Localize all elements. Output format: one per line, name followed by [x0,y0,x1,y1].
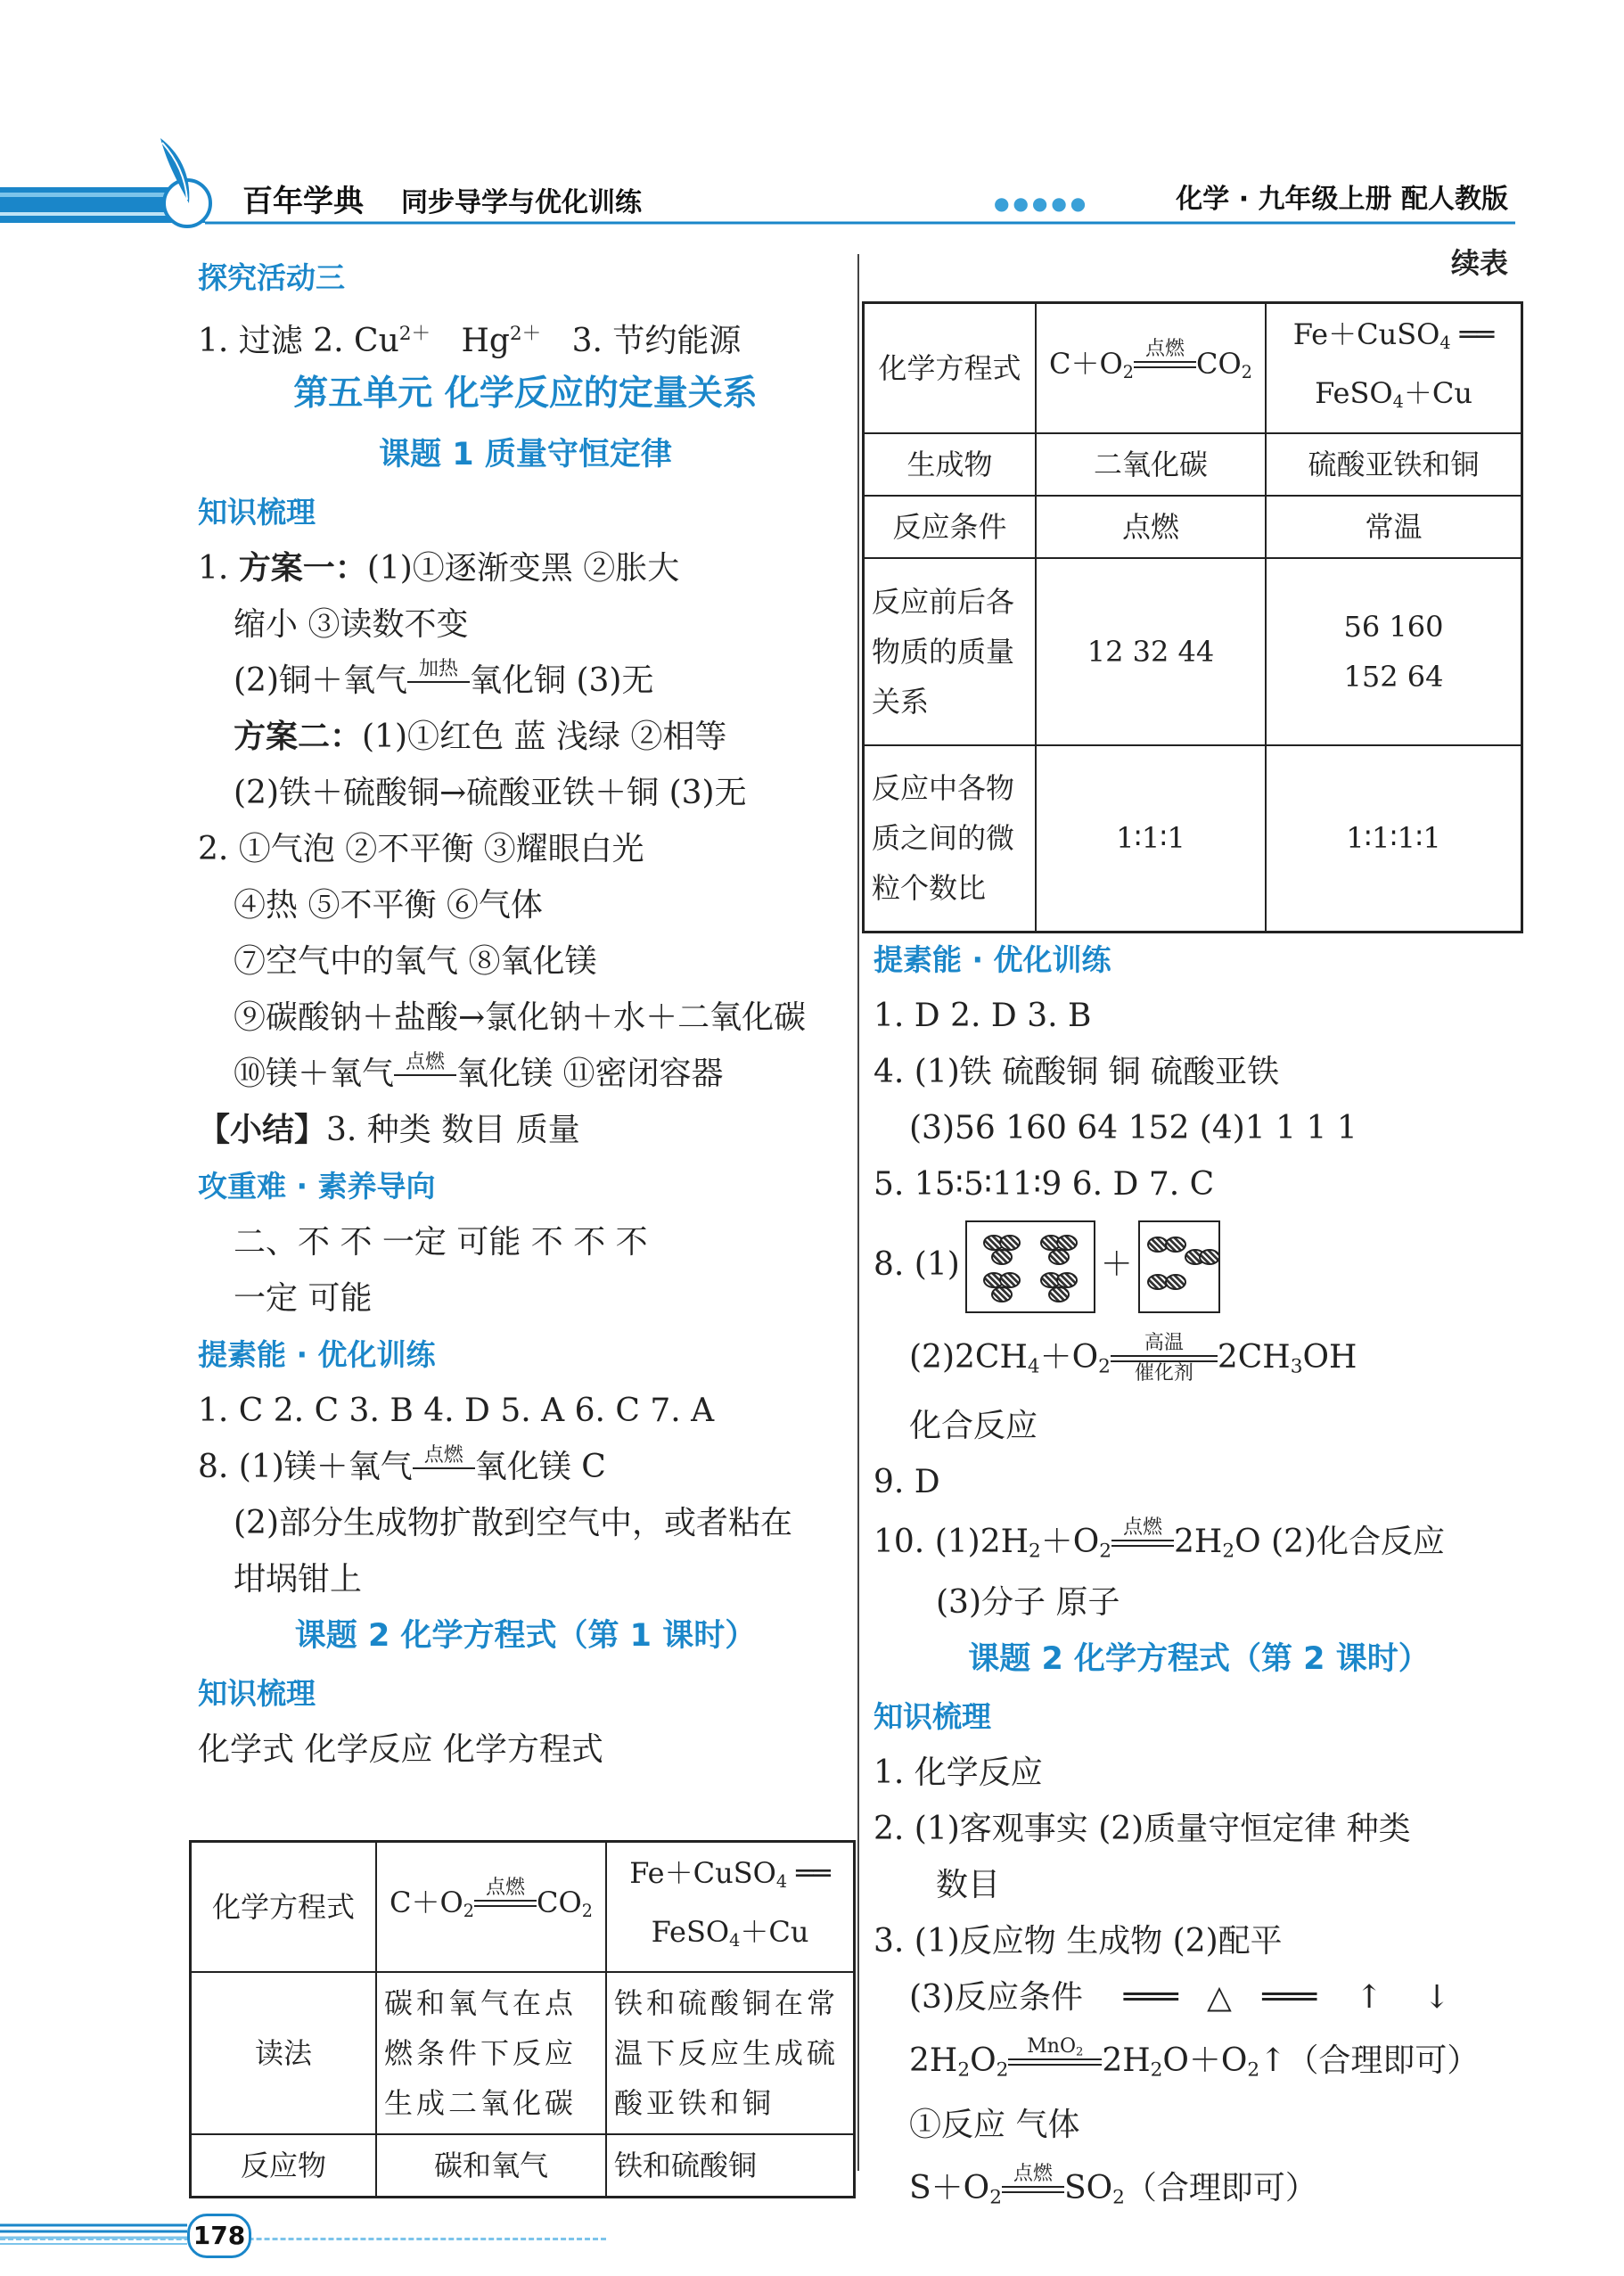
section-heading: 提素能 · 优化训练 [874,942,1111,977]
table-row [864,496,1522,558]
brand-subtitle: 同步导学与优化训练 [401,187,642,218]
reaction-arrow: 点燃 [1134,340,1196,391]
table-cell: Fe＋CuSO$_4$ ══ FeSO$_4$＋Cu [606,1842,855,1972]
equation-table [189,1840,856,2198]
table-header-cell: 反应条件 [864,496,1037,558]
table-cell: Fe＋CuSO$_4$ ══ FeSO$_4$＋Cu [1266,303,1522,433]
molecule-box-methane [965,1220,1095,1313]
table-cell: $C+O_2$ 点燃 $CO_2$ [1036,303,1266,433]
answer-line: ①反应 气体 [909,2107,1080,2143]
equation-line: $(2)2CH_4+O_2$ 高温 催化剂 $2CH_3OH$ [909,1332,1357,1384]
right-column [874,932,1524,2224]
answer-line: 5. 15∶5∶11∶9 6. D 7. C [874,1166,1215,1203]
diagram-line: 8. (1) ＋ [874,1212,1524,1318]
table-cell: 铁和硫酸铜 [606,2134,855,2198]
table-cell: 常温 [1266,496,1522,558]
table-cell: 点燃 [1036,496,1266,558]
section-heading: 提素能 · 优化训练 [198,1337,436,1372]
answer-line: (2)部分生成物扩散到空气中，或者粘在 [234,1505,792,1541]
section-heading: 知识梳理 [198,1676,316,1711]
answer-line: 2. ①气泡 ②不平衡 ③耀眼白光 [198,831,644,867]
answer-line: 一定 可能 [234,1280,373,1317]
section-heading: 探究活动三 [198,260,345,295]
topic-title: 课题 2 化学方程式（第 2 课时） [968,1641,1430,1677]
section-heading: 知识梳理 [874,1699,991,1734]
table-cell: 56 160 152 64 [1266,558,1522,745]
answer-line: 3. (1)反应物 生成物 (2)配平 [874,1923,1283,1960]
reaction-arrow: 点燃 [1002,2165,1064,2216]
answer-line: (3)分子 原子 [936,1584,1120,1621]
answer-line: 化合反应 [909,1408,1038,1444]
continued-table-label: 续表 [1450,246,1508,280]
table-row [191,2134,855,2198]
equation-line: ⑩镁＋氧气 点燃 氧化镁 ⑪密闭容器 [198,1046,853,1102]
answer-line: 方案二：(1)①红色 蓝 浅绿 ②相等 [234,719,727,755]
unit-title: 第五单元 化学反应的定量关系 [293,374,758,414]
table-cell: 1∶1∶1∶1 [1266,745,1522,933]
answer-line: 数目 [936,1867,1001,1903]
answer-line: 坩埚钳上 [234,1561,363,1598]
table-cell: 硫酸亚铁和铜 [1266,433,1522,496]
equation-line: $2H_2O_2$ MnO$_2$ $2H_2O+O_2↑$（合理即可） [874,2025,1524,2097]
equation-line: 10. $(1)2H_2+O_2$ 点燃 $2H_2O$ (2)化合反应 [874,1510,1524,1574]
molecule-box-oxygen [1138,1220,1220,1313]
topic-title: 课题 2 化学方程式（第 1 课时） [294,1618,757,1654]
table-header-cell: 反应前后各物质的质量关系 [864,558,1037,745]
table-row [191,1972,855,2134]
table-header-cell: 反应物 [191,2134,377,2198]
table-cell: 铁和硫酸铜在常温下反应生成硫酸亚铁和铜 [606,1972,855,2134]
table-cell: 碳和氧气 [376,2134,606,2198]
answer-line: 1. 过滤 2. $Cu^{2+}$ $Hg^{2+}$ 3. 节约能源 [198,322,742,359]
reaction-arrow: 加热 [407,660,470,706]
symbols-line: (3)反应条件 ═══ △ ═══ ↑ ↓ [909,1979,1451,2016]
footer-dashed-line [0,2238,606,2240]
reaction-arrow: 点燃 [1111,1518,1174,1570]
table-cell: 12 32 44 [1036,558,1266,745]
left-column [198,250,853,1778]
answer-line: 化学式 化学反应 化学方程式 [198,1731,603,1768]
equation-line: (2)铜＋氧气 加热 氧化铜 (3)无 [198,653,853,709]
equation-table-continued [862,301,1523,933]
brand-title: 百年学典 [242,184,364,219]
answer-line: ⑨碳酸钠＋盐酸→氯化钠＋水＋二氧化碳 [234,999,807,1036]
reaction-arrow: MnO$_2$ [1008,2037,1102,2089]
header-dots: ●●●●● [994,193,1090,214]
book-info: 化学 · 九年级上册 配人教版 [1176,184,1508,215]
reaction-arrow: 点燃 [413,1446,475,1492]
answer-line: (3)56 160 64 152 (4)1 1 1 1 [909,1110,1357,1146]
table-header-cell: 读法 [191,1972,377,2134]
topic-title: 课题 1 质量守恒定律 [379,437,672,472]
reaction-arrow: 点燃 [394,1053,456,1099]
table-header-cell: 化学方程式 [864,303,1037,433]
answer-line: 1. 化学反应 [874,1754,1043,1791]
table-row [864,303,1522,433]
answer-line: 4. (1)铁 硫酸铜 铜 硫酸亚铁 [874,1054,1280,1090]
page-number: 178 [187,2214,251,2258]
answer-line: 1. D 2. D 3. B [874,998,1092,1034]
answer-line: 2. (1)客观事实 (2)质量守恒定律 种类 [874,1811,1411,1847]
quill-logo-icon [152,134,223,232]
section-heading: 知识梳理 [198,495,316,530]
table-row [864,558,1522,745]
table-cell: 碳和氧气在点燃条件下反应生成二氧化碳 [376,1972,606,2134]
answer-line: 1. C 2. C 3. B 4. D 5. A 6. C 7. A [198,1393,715,1429]
table-row [864,433,1522,496]
answer-line: ⑦空气中的氧气 ⑧氧化镁 [234,943,597,980]
reaction-arrow: 点燃 [474,1878,537,1930]
answer-line: 1. 方案一：(1)①逐渐变黑 ②胀大 [198,550,680,587]
table-header-cell: 化学方程式 [191,1842,377,1972]
summary-line: 【小结】3. 种类 数目 质量 [198,1112,580,1148]
answer-line: 二、不 不 一定 可能 不 不 不 [234,1224,648,1261]
table-header-cell: 生成物 [864,433,1037,496]
table-cell: 1∶1∶1 [1036,745,1266,933]
reaction-arrow: 高温 催化剂 [1111,1334,1218,1385]
column-divider [857,254,859,2171]
equation-line: $S+O_2$ 点燃 $SO_2$（合理即可） [874,2153,1524,2224]
table-cell: 二氧化碳 [1036,433,1266,496]
answer-line: (2)铁＋硫酸铜→硫酸亚铁＋铜 (3)无 [234,775,747,811]
equation-line: 8. (1)镁＋氧气 点燃 氧化镁 C [198,1439,853,1495]
table-row [864,745,1522,933]
table-header-cell: 反应中各物质之间的微粒个数比 [864,745,1037,933]
footer-stripes [0,2220,187,2247]
answer-line: 缩小 ③读数不变 [234,606,469,643]
answer-line: ④热 ⑤不平衡 ⑥气体 [234,887,543,924]
table-row [191,1842,855,1972]
section-heading: 攻重难 · 素养导向 [198,1169,436,1204]
answer-line: 9. D [874,1464,940,1500]
table-cell: $C+O_2$ 点燃 $CO_2$ [376,1842,606,1972]
